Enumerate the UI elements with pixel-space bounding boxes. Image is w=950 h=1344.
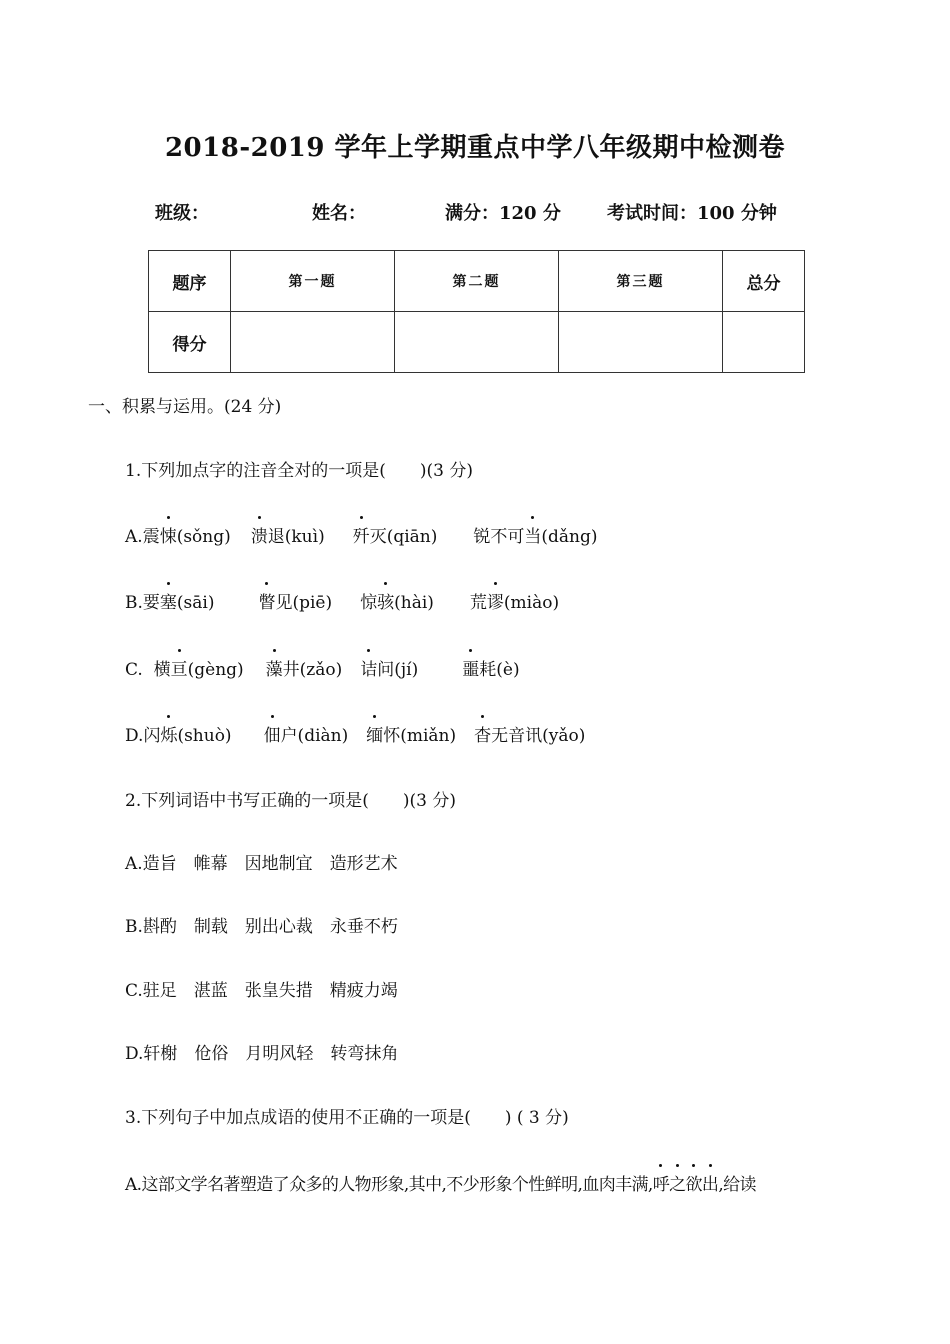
score-cell[interactable] [723,312,805,373]
question-3-option-a: A.这部文学名著塑造了众多的人物形象,其中,不少形象个性鲜明,血肉丰满,呼之欲出,给读 [125,1170,756,1195]
question-2-stem: 2.下列词语中书写正确的一项是( )(3 分) [125,791,456,811]
table-header-cell: 题序 [149,251,231,312]
table-header-cell: 第三题 [559,251,723,312]
score-row-label: 得分 [149,312,231,373]
section-heading: 一、积累与运用。(24 分) [88,397,282,417]
question-3-stem: 3.下列句子中加点成语的使用不正确的一项是( ) ( 3 分) [125,1108,569,1128]
question-1-option-d: D.闪烁(shuò) 佃户(diàn) 缅怀(miǎn) 杳无音讯(yǎo) [125,721,585,746]
question-2-option-d: D.轩榭 伧俗 月明风轻 转弯抹角 [125,1044,399,1064]
score-cell[interactable] [395,312,559,373]
table-header-cell: 第一题 [231,251,395,312]
score-table [148,250,805,373]
class-label: 班级： [155,203,209,224]
page-title: 2018-2019 学年上学期重点中学八年级期中检测卷 [164,133,786,163]
question-1-option-a: A.震悚(sǒng) 溃退(kuì) 歼灭(qiān) 锐不可当(dǎng) [125,522,598,547]
score-cell[interactable] [231,312,395,373]
question-1-option-b: B.要塞(sāi) 瞥见(piē) 惊骇(hài) 荒谬(miào) [125,588,559,613]
table-header-cell: 第二题 [395,251,559,312]
question-2-option-a: A.造旨 帷幕 因地制宜 造形艺术 [125,854,398,874]
full-score: 满分：120 分 [445,203,561,224]
table-header-cell: 总分 [723,251,805,312]
question-1-stem: 1.下列加点字的注音全对的一项是( )(3 分) [125,461,473,481]
question-2-option-c: C.驻足 湛蓝 张皇失措 精疲力竭 [125,981,398,1001]
question-2-option-b: B.斟酌 制载 别出心裁 永垂不朽 [125,917,398,937]
exam-time: 考试时间：100 分钟 [607,203,777,224]
score-cell[interactable] [559,312,723,373]
name-label: 姓名： [312,203,366,224]
question-1-option-c: C. 横亘(gèng) 藻井(zǎo) 诘问(jí) 噩耗(è) [125,655,520,680]
